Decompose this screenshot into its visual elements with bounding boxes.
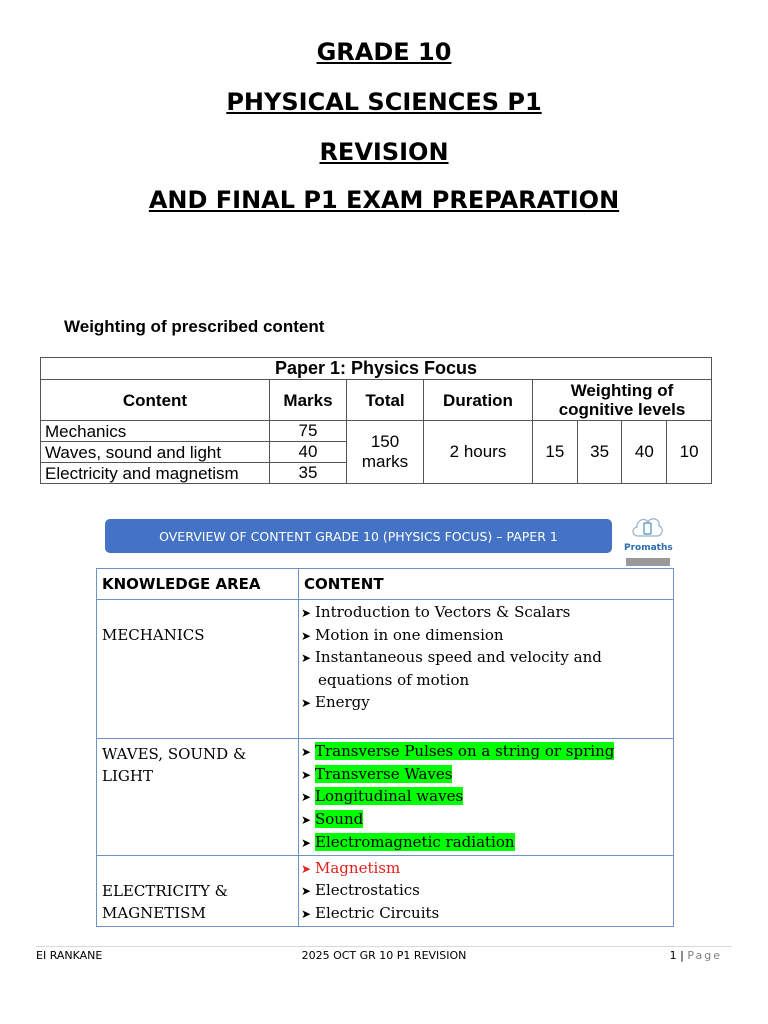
col-marks: Marks	[270, 380, 347, 421]
mechanics-content	[299, 600, 674, 739]
list-item: ➤ Sound	[301, 809, 673, 832]
cloud-phone-icon	[630, 512, 664, 540]
weighting-heading: Weighting of prescribed content	[64, 317, 325, 336]
electricity-content	[299, 855, 674, 926]
list-item: ➤ Transverse Pulses on a string or spring	[301, 741, 673, 764]
row-content: Mechanics	[41, 421, 270, 442]
list-item: ➤ Motion in one dimension	[301, 625, 673, 648]
footer-page	[670, 949, 722, 962]
list-item: ➤ Electric Circuits	[301, 903, 673, 926]
area-electricity: ELECTRICITY & MAGNETISM	[97, 855, 299, 926]
row-marks: 40	[270, 442, 347, 463]
list-item-continuation: equations of motion	[318, 671, 470, 690]
waves-content	[299, 739, 674, 856]
row-marks: 75	[270, 421, 347, 442]
arrow-bullet-icon: ➤	[301, 813, 312, 828]
paper-title: Paper 1: Physics Focus	[41, 358, 712, 380]
title-grade: GRADE 10	[316, 38, 452, 66]
title-revision: REVISION	[319, 138, 449, 166]
arrow-bullet-icon: ➤	[301, 790, 312, 805]
area-mechanics	[97, 600, 299, 739]
list-item: ➤ Longitudinal waves	[301, 786, 673, 809]
list-item: ➤ Instantaneous speed and velocity and	[301, 647, 673, 670]
col-total: Total	[347, 380, 424, 421]
arrow-bullet-icon: ➤	[301, 884, 312, 899]
footer-author: EI RANKANE	[36, 949, 103, 962]
header-knowledge-area: KNOWLEDGE AREA	[97, 569, 299, 600]
area-waves: WAVES, SOUND & LIGHT	[97, 739, 299, 856]
arrow-bullet-icon: ➤	[301, 835, 312, 850]
list-item: ➤ Introduction to Vectors & Scalars	[301, 602, 673, 625]
arrow-bullet-icon: ➤	[301, 628, 312, 643]
area-name: MECHANICS	[102, 626, 205, 644]
title-subject: PHYSICAL SCIENCES P1	[226, 88, 542, 116]
arrow-bullet-icon: ➤	[301, 695, 312, 710]
arrow-bullet-icon: ➤	[301, 861, 312, 876]
title-exam-prep: AND FINAL P1 EXAM PREPARATION	[148, 186, 620, 214]
list-item: ➤ Energy	[301, 692, 673, 715]
col-duration: Duration	[424, 380, 533, 421]
list-item: ➤ Electromagnetic radiation	[301, 832, 673, 855]
col-content: Content	[41, 380, 270, 421]
overview-table	[96, 568, 674, 927]
overview-banner: OVERVIEW OF CONTENT GRADE 10 (PHYSICS FOCUS) – PAPER 1	[105, 519, 612, 553]
arrow-bullet-icon: ➤	[301, 767, 312, 782]
col-cognitive: Weighting of cognitive levels	[533, 380, 712, 421]
row-content: Waves, sound and light	[41, 442, 270, 463]
cognitive-level-3: 40	[622, 421, 667, 484]
footer-divider	[36, 946, 732, 947]
cognitive-level-4: 10	[667, 421, 712, 484]
header-content: CONTENT	[299, 569, 674, 600]
promaths-logo	[624, 512, 672, 568]
logo-bar	[626, 558, 670, 566]
weighting-table	[40, 357, 712, 484]
row-marks: 35	[270, 463, 347, 484]
arrow-bullet-icon: ➤	[301, 906, 312, 921]
cognitive-level-2: 35	[577, 421, 622, 484]
page-word: Page	[687, 949, 722, 962]
arrow-bullet-icon: ➤	[301, 606, 312, 620]
arrow-bullet-icon: ➤	[301, 745, 312, 759]
arrow-bullet-icon: ➤	[301, 651, 312, 666]
duration-value: 2 hours	[424, 421, 533, 484]
row-content: Electricity and magnetism	[41, 463, 270, 484]
page-separator: |	[680, 949, 684, 962]
page-number: 1	[669, 949, 677, 962]
list-item: ➤ Electrostatics	[301, 880, 673, 903]
cognitive-level-1: 15	[533, 421, 578, 484]
footer-doc-title: 2025 OCT GR 10 P1 REVISION	[301, 949, 467, 962]
list-item: ➤ Magnetism	[301, 858, 673, 881]
list-item: ➤ Transverse Waves	[301, 764, 673, 787]
logo-text: Promaths	[624, 543, 673, 553]
total-marks: 150 marks	[347, 421, 424, 484]
